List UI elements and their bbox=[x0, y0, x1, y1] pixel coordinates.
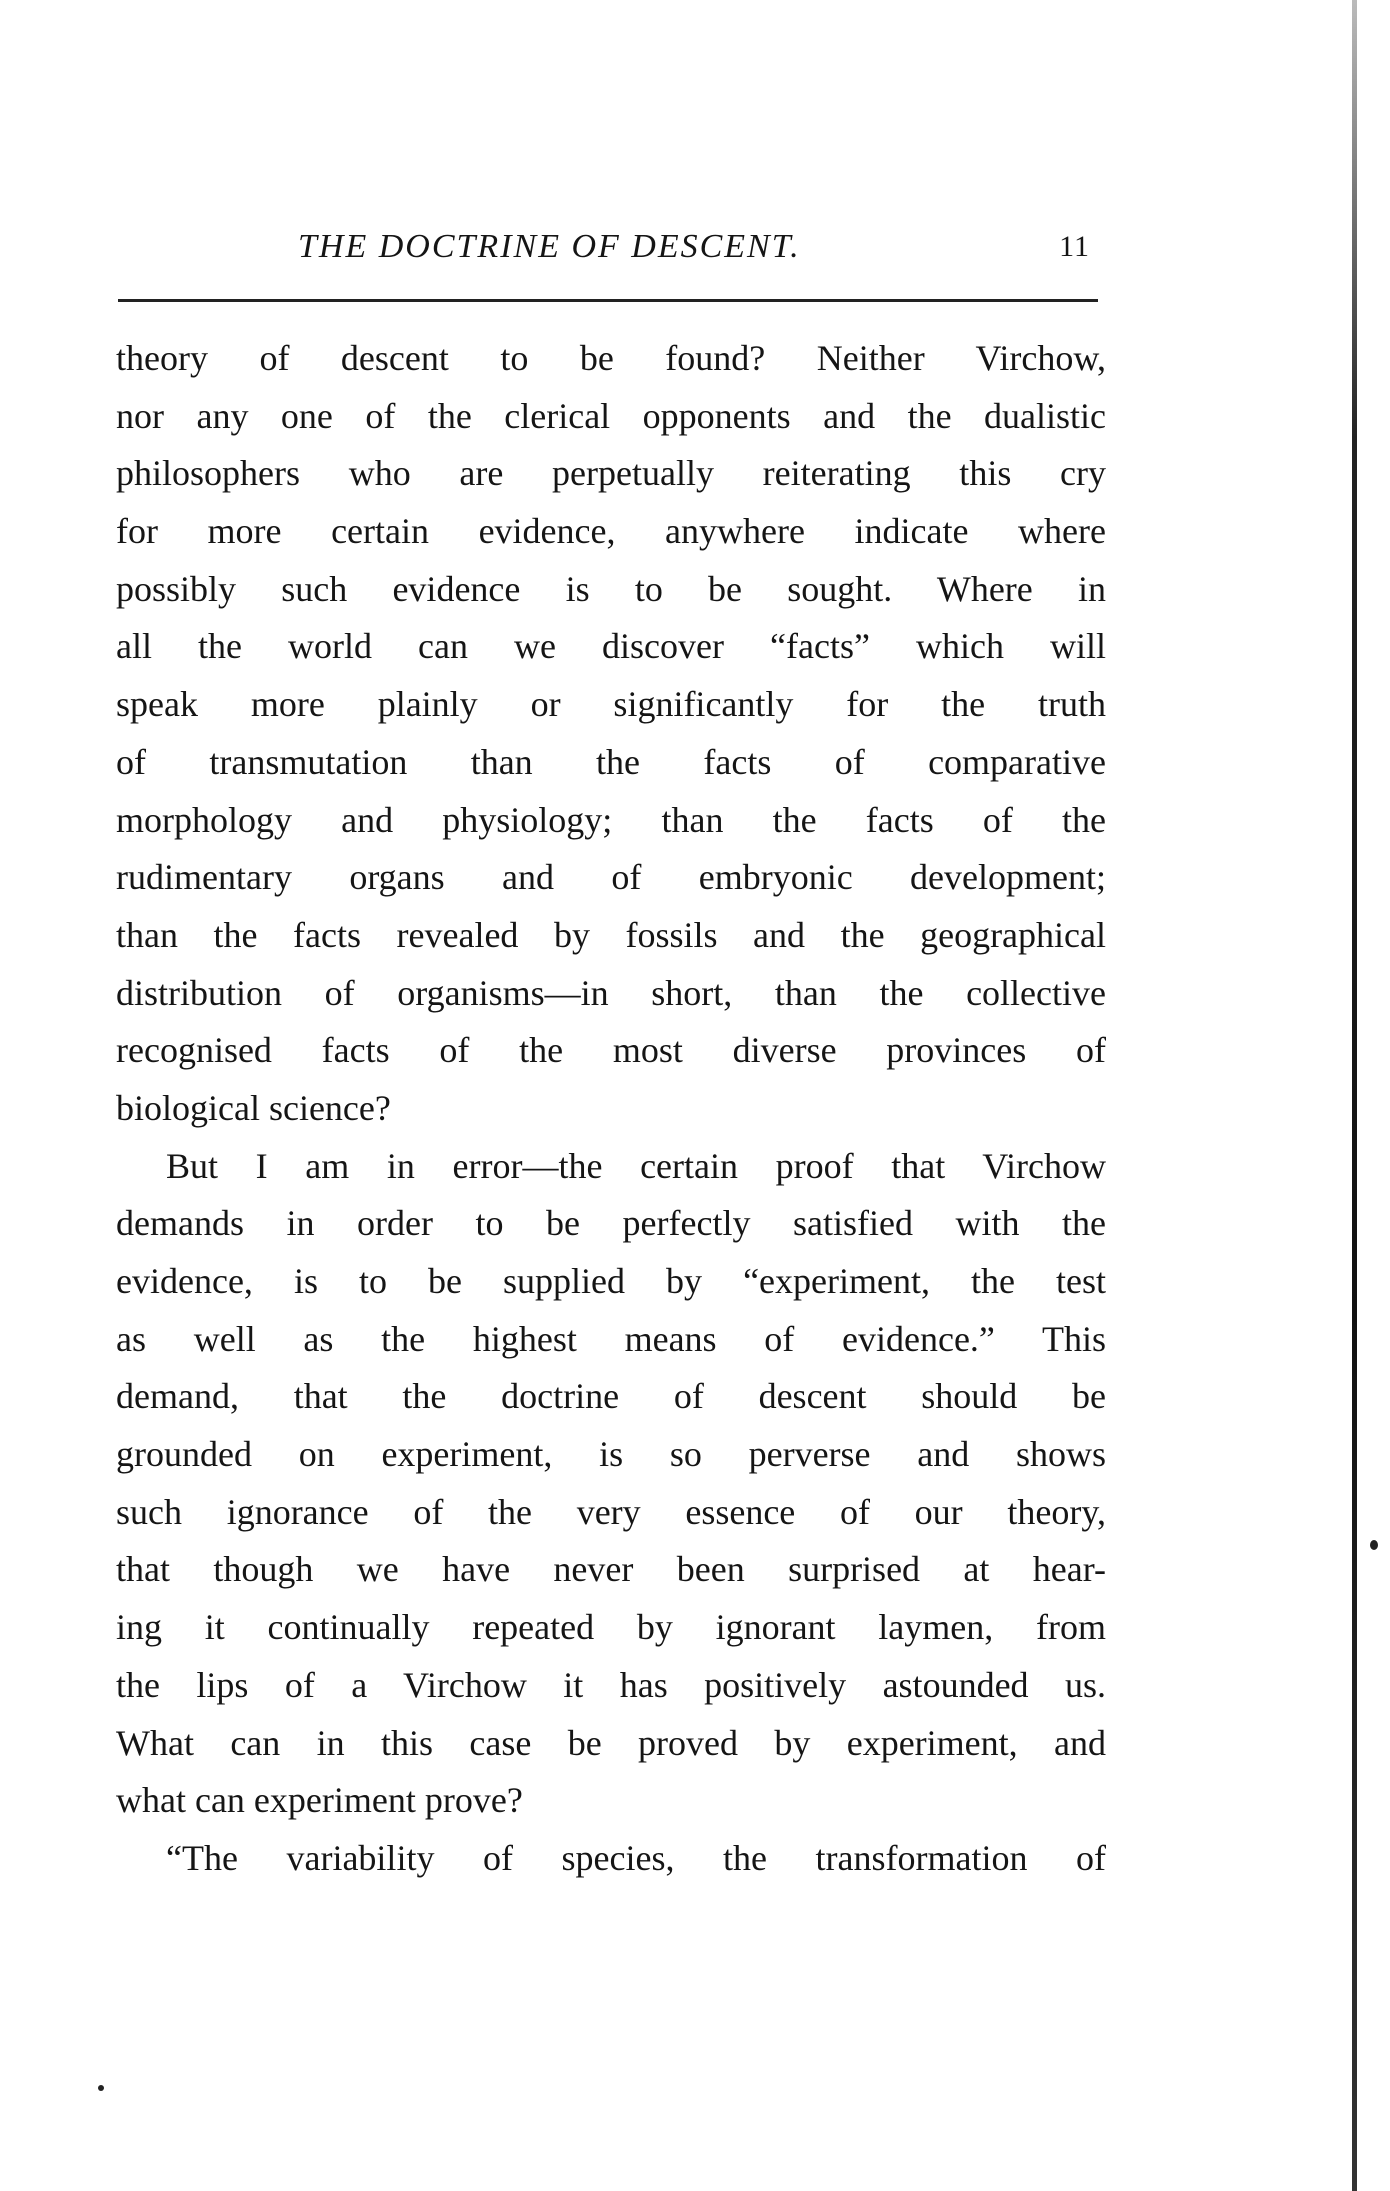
running-title: THE DOCTRINE OF DESCENT. bbox=[298, 228, 801, 265]
text-line: But I am in error—the certain proof that Virchow bbox=[166, 1145, 1106, 1186]
running-header bbox=[118, 228, 1098, 274]
text-line: biological science? bbox=[116, 1087, 391, 1128]
text-line: all the world can we discover “facts” which will bbox=[116, 626, 1106, 667]
text-line: of transmutation than the facts of comparative bbox=[116, 741, 1106, 782]
text-line: rudimentary organs and of embryonic development; bbox=[116, 857, 1106, 898]
text-line: the lips of a Virchow it has positively astounded us. bbox=[116, 1664, 1106, 1705]
ink-speck bbox=[98, 2085, 104, 2091]
text-line: evidence, is to be supplied by “experiment, the test bbox=[116, 1261, 1106, 1301]
text-line: What can in this case be proved by experiment, and bbox=[116, 1722, 1106, 1763]
text-line: philosophers who are perpetually reiterating this cry bbox=[116, 453, 1106, 494]
header-rule bbox=[118, 299, 1098, 302]
text-line: than the facts revealed by fossils and the geographical bbox=[116, 914, 1106, 955]
text-line: nor any one of the clerical opponents and the dualistic bbox=[116, 395, 1106, 436]
page-number: 11 bbox=[1059, 230, 1090, 263]
text-line: ing it continually repeated by ignorant laymen, from bbox=[116, 1607, 1106, 1648]
text-line: recognised facts of the most diverse provinces of bbox=[116, 1030, 1106, 1071]
text-line: theory of descent to be found? Neither Virchow, bbox=[116, 338, 1106, 378]
body-text bbox=[116, 330, 1106, 1888]
text-line: morphology and physiology; than the facts of the bbox=[116, 799, 1106, 840]
text-line: that though we have never been surprised at hear- bbox=[116, 1549, 1106, 1590]
text-line: demands in order to be perfectly satisfied with the bbox=[116, 1203, 1106, 1244]
text-line: speak more plainly or significantly for the truth bbox=[116, 684, 1106, 725]
page-edge-shadow bbox=[1352, 0, 1357, 2191]
text-line: “The variability of species, the transformation of bbox=[166, 1837, 1106, 1878]
text-line: grounded on experiment, is so perverse and shows bbox=[116, 1434, 1106, 1475]
text-line: as well as the highest means of evidence.” This bbox=[116, 1318, 1106, 1359]
ink-speck bbox=[1370, 1540, 1378, 1550]
text-line: distribution of organisms—in short, than the collective bbox=[116, 972, 1106, 1013]
text-line: possibly such evidence is to be sought. Where in bbox=[116, 568, 1106, 609]
text-line: what can experiment prove? bbox=[116, 1780, 523, 1821]
text-line: demand, that the doctrine of descent should be bbox=[116, 1376, 1106, 1417]
text-line: for more certain evidence, anywhere indicate where bbox=[116, 511, 1106, 552]
text-line: such ignorance of the very essence of our theory, bbox=[116, 1491, 1106, 1532]
